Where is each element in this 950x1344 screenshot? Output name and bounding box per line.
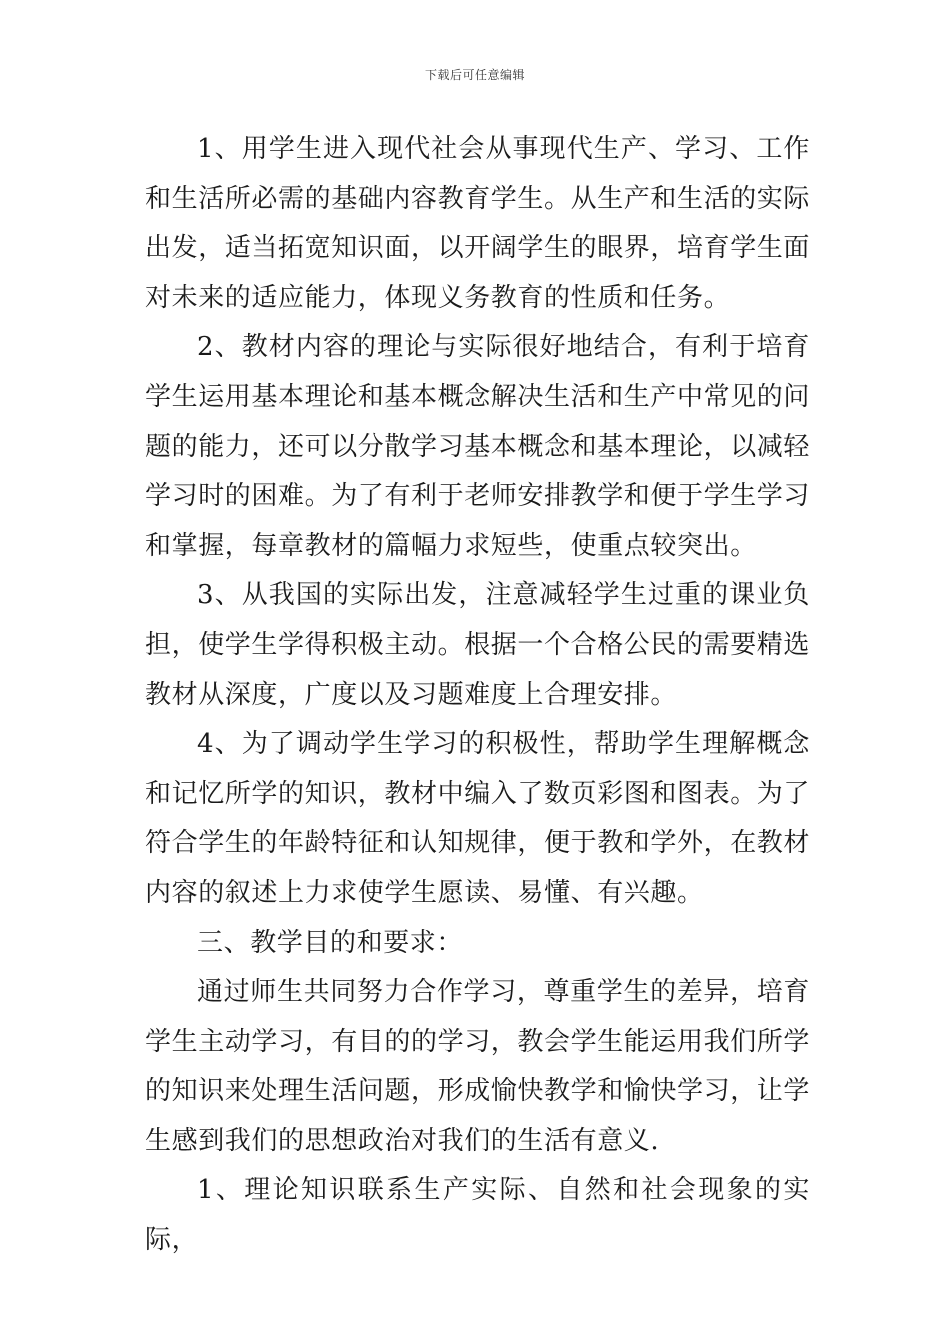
paragraph-3: 3、从我国的实际出发，注意减轻学生过重的课业负担，使学生学得积极主动。根据一个合格公民的需要精选教材从深度，广度以及习题难度上合理安排。 [145,580,811,710]
document-body [145,125,810,1266]
section-heading: 三、教学目的和要求： [197,927,464,958]
paragraph-2: 2、教材内容的理论与实际很好地结合，有利于培育学生运用基本理论和基本概念解决生活和生产中常见的问题的能力，还可以分散学习基本概念和基本理论，以减轻学习时的困难。为了有利于老师安排教学和便于学生学习和掌握，每章教材的篇幅力求短些，使重点较突出。 [145,332,811,561]
paragraph-5: 通过师生共同努力合作学习，尊重学生的差异，培育学生主动学习，有目的的学习，教会学生能运用我们所学的知识来处理生活问题，形成愉快教学和愉快学习，让学生感到我们的思想政治对我们的生活有意义. [145,977,811,1156]
paragraph-6: 1、理论知识联系生产实际、自然和社会现象的实际， [145,1175,810,1256]
page-header: 下载后可任意编辑 [424,68,525,82]
paragraph-4: 4、为了调动学生学习的积极性，帮助学生理解概念和记忆所学的知识，教材中编入了数页彩图和图表。为了符合学生的年龄特征和认知规律，便于教和学外，在教材内容的叙述上力求使学生愿读、易懂、有兴趣。 [145,729,811,908]
paragraph-1: 1、用学生进入现代社会从事现代生产、学习、工作和生活所必需的基础内容教育学生。从生产和生活的实际出发，适当拓宽知识面，以开阔学生的眼界，培育学生面对未来的适应能力，体现义务教育的性质和任务。 [145,134,811,313]
